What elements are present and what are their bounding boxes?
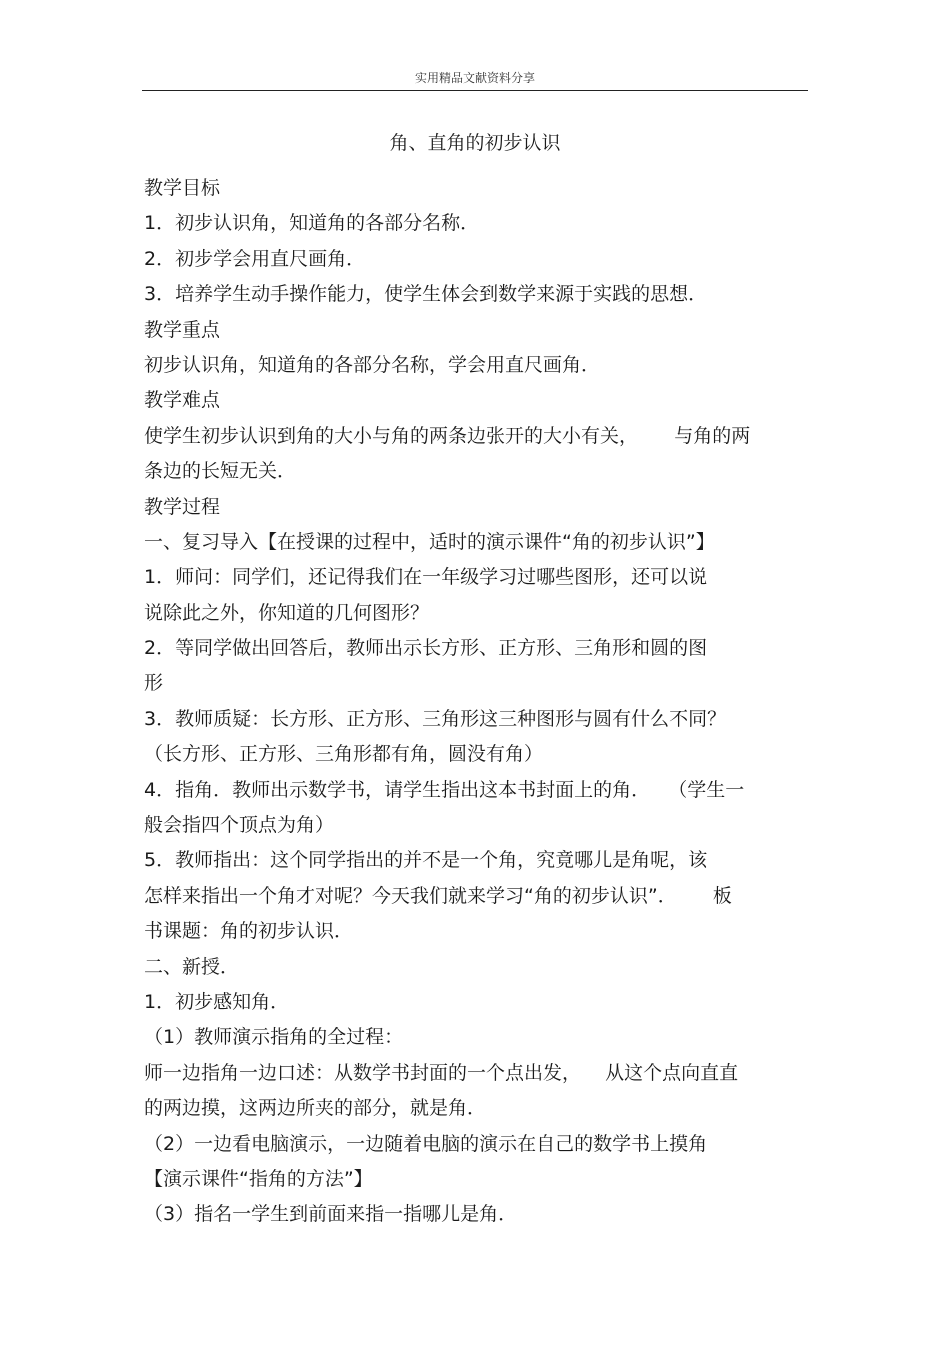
process-part-2-heading: 二、新授． xyxy=(144,955,240,978)
objective-1: 1．初步认识角，知道角的各部分名称． xyxy=(144,212,480,235)
objective-3: 3．培养学生动手操作能力，使学生体会到数学来源于实践的思想． xyxy=(144,283,708,306)
paragraph-line: 般会指四个顶点为角） xyxy=(144,814,335,837)
paragraph-line: 【演示课件“指角的方法”】 xyxy=(144,1167,373,1190)
section-heading-key-points: 教学重点 xyxy=(144,318,221,341)
paragraph-line: 1．初步感知角． xyxy=(144,990,290,1013)
paragraph-line: 说除此之外，你知道的几何图形？ xyxy=(144,601,430,624)
document-title: 角、直角的初步认识 xyxy=(389,132,561,154)
paragraph-line: 5．教师指出：这个同学指出的并不是一个角，究竟哪儿是角呢，该 xyxy=(144,849,708,872)
paragraph-line: 1．师问：同学们，还记得我们在一年级学习过哪些图形，还可以说 xyxy=(144,566,708,589)
process-part-1-heading: 一、复习导入【在授课的过程中，适时的演示课件“角的初步认识”】 xyxy=(144,530,715,553)
paragraph-line: （长方形、正方形、三角形都有角，圆没有角） xyxy=(144,743,544,766)
objective-2: 2．初步学会用直尺画角． xyxy=(144,247,366,270)
paragraph-line: 2．等同学做出回答后，教师出示长方形、正方形、三角形和圆的图 xyxy=(144,637,708,660)
paragraph-line: 4．指角．教师出示数学书，请学生指出这本书封面上的角． （学生一 xyxy=(144,778,745,801)
paragraph-line: （2）一边看电脑演示，一边随着电脑的演示在自己的数学书上摸角 xyxy=(144,1132,708,1155)
paragraph-line: （3）指名一学生到前面来指一指哪儿是角． xyxy=(144,1203,518,1226)
header-divider xyxy=(142,90,808,91)
paragraph-line: （1）教师演示指角的全过程： xyxy=(144,1026,404,1049)
section-heading-difficulties: 教学难点 xyxy=(144,389,221,412)
section-heading-process: 教学过程 xyxy=(144,495,221,518)
paragraph-line: 怎样来指出一个角才对呢？今天我们就来学习“角的初步认识”． 板 xyxy=(144,884,732,907)
difficulties-text-line-1: 使学生初步认识到角的大小与角的两条边张开的大小有关， 与角的两 xyxy=(144,424,751,447)
section-heading-objectives: 教学目标 xyxy=(144,177,221,199)
paragraph-line: 的两边摸，这两边所夹的部分，就是角． xyxy=(144,1097,487,1120)
key-points-text: 初步认识角，知道角的各部分名称，学会用直尺画角． xyxy=(144,353,601,376)
paragraph-line: 师一边指角一边口述：从数学书封面的一个点出发， 从这个点向直直 xyxy=(144,1061,739,1084)
paragraph-line: 形 xyxy=(144,672,164,695)
paragraph-line: 3．教师质疑：长方形、正方形、三角形这三种图形与圆有什么不同？ xyxy=(144,707,727,730)
document-body xyxy=(144,171,810,1233)
paragraph-line: 书课题：角的初步认识． xyxy=(144,920,354,943)
difficulties-text-line-2: 条边的长短无关． xyxy=(144,460,297,483)
page-header-text: 实用精品文献资料分享 xyxy=(414,71,535,85)
